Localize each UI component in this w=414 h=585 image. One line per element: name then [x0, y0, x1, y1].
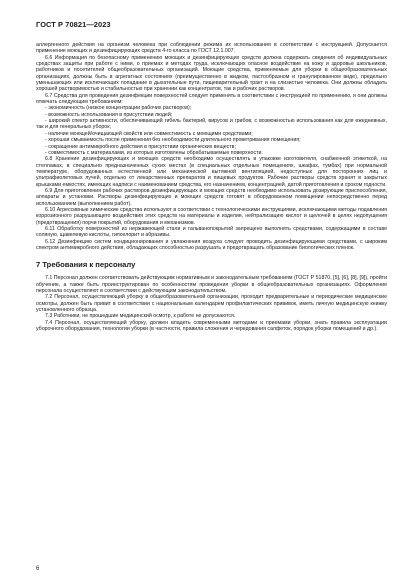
- paragraph: 7.1 Персонал должен соответствовать действующим нормативным и законодательным требованиям (ГОСТ Р 51870, [5], [6], [8], [9]), пройти обучение, а также быть проинструктирован по особенностям проведения уборки в общеобразовательных организациях. Оформление персонала осуществляют в соответствии с действующим законодательством.: [36, 275, 387, 295]
- paragraph: 6.8 Хранение дезинфицирующих и моющих средств необходимо осуществлять в упаковке изготовителя, снабженной этикеткой, на стеллажах, в специально предназначенных сухих местах (в специальных отдельных помещениях, шкафах, тумбах) при нормальной температуре, оборудованных естественной или механической вытяжной вентиляцией, недоступных для посторонних лиц и ультрафиолетовых лучей, отдельно от лекарственных препаратов и пищевых продуктов. Рабочие растворы средств хранят в закрытых крышками емкостях, имеющих надписи с наименованием средства, его назначением, концентрацией, датой приготовления и сроком годности.: [36, 156, 387, 188]
- list-item: - экономичность (низкое концентрации рабочих растворов);: [45, 105, 192, 112]
- page-header: ГОСТ Р 70821—2023: [36, 20, 111, 29]
- list-item: - совместимость с материалами, из которых изготовлены обрабатываемые поверхности.: [45, 149, 263, 156]
- list-item: - возможность использования в присутствии людей;: [45, 111, 173, 118]
- list-item: - наличие моющей/очищающей свойств или совместимость с моющими средствами;: [45, 130, 253, 137]
- paragraph: 6.7 Средства для проведения дезинфекции поверхностей следует применять в соответствии с инструкцией по применению, и они должны отвечать следующим требованиям:: [36, 92, 387, 106]
- paragraph: 6.6 Информация по безопасному применению моющих и дезинфицирующих средств должна содержать сведения об индивидуальных средствах защиты при работе с ними, о приемах и методах труда, исключающих опасное воздействие на кожу и здоровье школьников, работников и посетителей общеобразовательных организаций. Моющие средства, применяемые для уборки в общеобразовательных организациях, должны быть в агрегатных состояниях (преимущественно в жидком, пастообразном и гранулированном виде), предельно уменьшающих или исключающих попадание в дыхательные пути, пищеварительный тракт и на слизистые человека. Они должны обладать хорошей растворимостью и стабильностью при хранении как концентратов, так и рабочих растворов.: [36, 54, 387, 93]
- paragraph: 6.10 Агрессивные химические средства используют в соответствии с технологическими инструкциями, исключающими методы подавления коррозионного разрушающего воздействия этих средств на материалы и изделия, нейтрализацию кислот и щелочей в целях недопущения (предотвращения) порчи покрытий, оборудования и механизмов.: [36, 206, 387, 226]
- paragraph: 7.4 Персонал, осуществляющий уборку, должен владеть современными методами и приемами уборки, знать правила эксплуатации уборочного оборудования, технологии уборки (в частности, правила сложения и чередования салфеток, порядок уборки помещений и др.).: [36, 319, 387, 333]
- paragraph: 7.2 Персонал, осуществляющий уборку в общеобразовательной организации, проходит предварительные и периодические медицинские осмотры, должен быть привит в соответствии с национальным календарем профилактических прививок, иметь личную медицинскую книжку установленного образца.: [36, 294, 387, 314]
- page-number: 6: [36, 566, 40, 572]
- paragraph: 7.3 Работники, не прошедшие медицинский осмотр, к работе не допускаются.: [45, 313, 236, 320]
- list-item: - широкий спектр активности, обеспечивающий гибель бактерий, вирусов и грибов, с возможностью использования как для ежедневных, так и для генеральных уборок;: [36, 118, 387, 131]
- document-body: [36, 42, 387, 332]
- paragraph: 6.11 Обработку поверхностей из нержавеющей стали и гальванопокрытий запрещено выполнять средствами, содержащими в составе соляную, щавелевую кислоты, гипохлорит и абразивы.: [36, 225, 387, 239]
- paragraph: аллергенного действия на организм человека при соблюдении режима их использования в соответствии с инструкцией. Допускается применение моющих и дезинфицирующих средств 4-го класса по ГОСТ 12.1.007.: [36, 42, 387, 55]
- section-heading: 7 Требования к персоналу: [36, 260, 136, 270]
- list-item: - хорошая смываемость после применения без необходимости длительного проветривания помещения;: [45, 137, 301, 144]
- paragraph: 6.12 Дезинфекцию систем кондиционирования и увлажнения воздуха следует проводить дезинфицирующими средствами, с широким спектром антимикробного действия, обладающих способностью разрушать и предотвращать образование биологических пленок.: [36, 238, 387, 251]
- paragraph: 6.9 Для приготовления рабочих растворов дезинфицирующих и моющих средств необходимо использовать дозирующие приспособления, аппараты и установки. Растворы дезинфицирующих и моющих средств готовят в оборудованном помещении непосредственно перед использованием (выполнением работ).: [36, 187, 387, 207]
- list-item: - сокращение антимикробного действия в присутствии органических веществ;: [45, 143, 236, 150]
